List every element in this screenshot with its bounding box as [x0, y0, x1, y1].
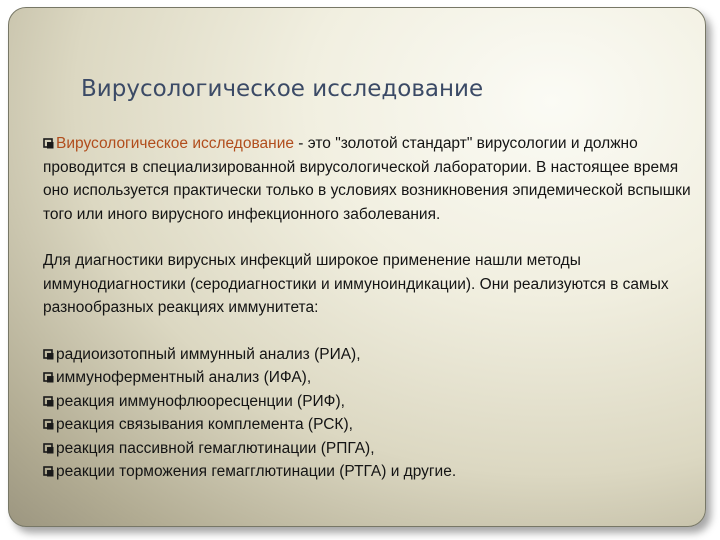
bullet-icon [43, 419, 54, 430]
list-item [43, 460, 693, 484]
methods-list [43, 343, 693, 484]
slide-card [8, 7, 706, 527]
bullet-icon [43, 372, 54, 383]
list-item [43, 366, 693, 390]
list-item-text: радиоизотопный иммунный анализ (РИА), [56, 345, 361, 363]
bullet-icon [43, 349, 54, 360]
intro-highlight: Вирусологическое исследование [56, 135, 294, 152]
list-item-text: реакция иммунофлюоресценции (РИФ), [56, 392, 345, 410]
paragraph-spacer [43, 226, 693, 249]
intro-paragraph [43, 132, 693, 226]
slide-content [43, 132, 693, 484]
bullet-icon [43, 466, 54, 477]
intro-text: - это "золотой стандарт" вирусологии и должно проводится в специализированной вирусологической лаборатории. В настоящее время оно используется практически только в условиях возникновения эпидемической вспышки того или иного вирусного инфекционного заболевания. [43, 135, 691, 223]
list-item [43, 390, 693, 414]
list-item [43, 413, 693, 437]
bullet-icon [43, 138, 54, 149]
bullet-icon [43, 443, 54, 454]
slide-title: Вирусологическое исследование [81, 76, 484, 102]
list-item-text: иммуноферментный анализ (ИФА), [56, 369, 312, 386]
list-item-text: реакция пассивной гемаглютинации (РПГА), [56, 439, 375, 457]
list-item-text: реакция связывания комплемента (РСК), [56, 416, 353, 433]
paragraph-spacer [43, 320, 693, 343]
list-item-text: реакции торможения гемагглютинации (РТГА) и другие. [56, 463, 457, 480]
diagnostics-paragraph: Для диагностики вирусных инфекций широкое применение нашли методы иммунодиагностики (серодиагностики и иммуноиндикации). Они реализуются в самых разнообразных реакциях иммунитета: [43, 252, 669, 316]
list-item [43, 437, 693, 461]
bullet-icon [43, 396, 54, 407]
list-item [43, 343, 693, 367]
